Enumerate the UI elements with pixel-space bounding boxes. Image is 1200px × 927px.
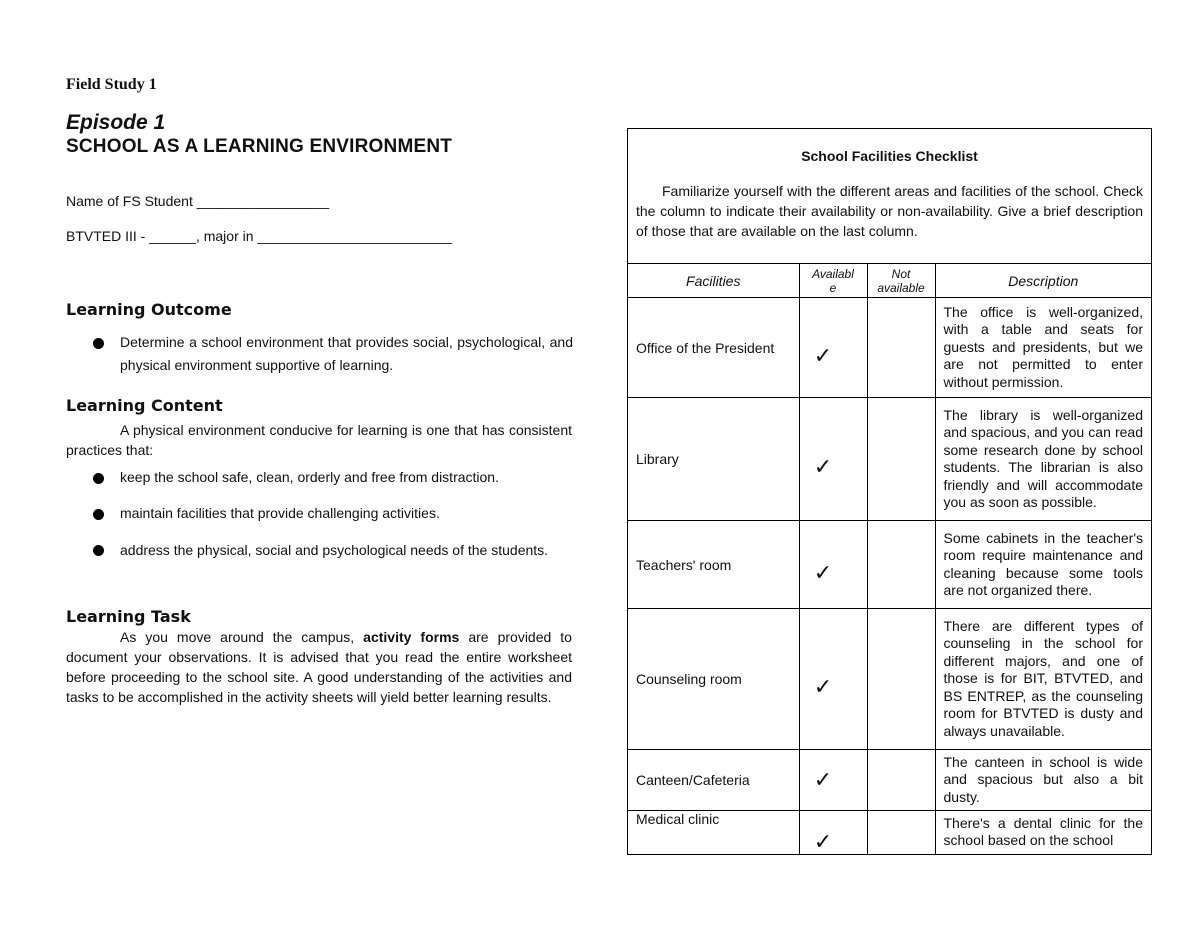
- checklist-header: [628, 129, 1151, 264]
- facility-name: Library: [628, 398, 799, 521]
- year-blank[interactable]: ______: [149, 228, 196, 244]
- not-available-cell[interactable]: [867, 398, 935, 521]
- checklist-title: School Facilities Checklist: [801, 148, 978, 164]
- facility-description: There's a dental clinic for the school based on the school: [935, 811, 1151, 854]
- content-bullet: [93, 466, 573, 489]
- check-mark-icon: ✓: [813, 559, 833, 585]
- bullet-dot-icon: [93, 338, 104, 349]
- learning-content-heading: Learning Content: [66, 396, 223, 415]
- task-text-bold: activity forms: [363, 629, 460, 645]
- field-study-label: Field Study 1: [66, 76, 157, 93]
- check-mark-icon: ✓: [813, 767, 833, 792]
- learning-content-intro: A physical environment conducive for learning is one that has consistent practices that:: [66, 422, 572, 458]
- student-name-line: [66, 193, 329, 209]
- outcome-bullet: [93, 331, 573, 377]
- table-row: [628, 750, 1151, 811]
- check-mark-icon: ✓: [813, 454, 833, 479]
- facility-name: Office of the President: [628, 298, 799, 398]
- content-bullet: [93, 502, 573, 525]
- available-cell[interactable]: [799, 811, 867, 854]
- checklist-instructions: Familiarize yourself with the different areas and facilities of the school. Check the column to indicate their availability or non-availability. Give a brief description of those that are available on the last column.: [636, 183, 1143, 239]
- course-line: [66, 228, 452, 244]
- major-blank[interactable]: _________________________: [257, 228, 453, 244]
- not-available-cell[interactable]: [867, 298, 935, 398]
- check-mark-icon: ✓: [813, 342, 833, 368]
- task-text-end: are provided to document your observations. It is advised that you read the entire worksheet before proceeding to the school site. A good understanding of the activities and tasks to be accomplished in the activity sheets will yield better learning results.: [66, 629, 572, 705]
- facility-name: Teachers' room: [628, 521, 799, 609]
- column-header-description: Description: [935, 264, 1151, 298]
- available-cell[interactable]: [799, 521, 867, 609]
- facility-description: The canteen in school is wide and spacious but also a bit dusty.: [935, 750, 1151, 811]
- available-cell[interactable]: [799, 298, 867, 398]
- available-cell[interactable]: [799, 398, 867, 521]
- task-text-start: As you move around the campus,: [120, 629, 364, 645]
- table-row: [628, 521, 1151, 609]
- student-name-label: Name of FS Student: [66, 193, 193, 209]
- table-row: [628, 398, 1151, 521]
- facility-name: Medical clinic: [628, 811, 799, 854]
- content-bullet: [93, 538, 573, 563]
- content-bullet-text: keep the school safe, clean, orderly and free from distraction.: [120, 469, 499, 485]
- not-available-cell[interactable]: [867, 750, 935, 811]
- not-available-cell[interactable]: [867, 609, 935, 750]
- bullet-dot-icon: [93, 509, 104, 520]
- learning-task-heading: Learning Task: [66, 607, 191, 626]
- course-prefix: BTVTED III -: [66, 228, 150, 244]
- check-mark-icon: ✓: [813, 829, 833, 855]
- content-bullet-text: maintain facilities that provide challenging activities.: [120, 505, 440, 521]
- facilities-table: [628, 264, 1151, 854]
- content-bullet-text: address the physical, social and psychological needs of the students.: [120, 542, 549, 558]
- facility-name: Canteen/Cafeteria: [628, 750, 799, 811]
- available-cell[interactable]: [799, 750, 867, 811]
- facility-description: The office is well-organized, with a table and seats for guests and presidents, but we are not permitted to enter without permission.: [935, 298, 1151, 398]
- episode-title: Episode 1: [66, 111, 166, 134]
- column-header-not-available: Not available: [867, 264, 935, 298]
- column-header-available: Availabl e: [799, 264, 867, 298]
- outcome-bullet-text: Determine a school environment that provides social, psychological, and physical environment supportive of learning.: [120, 334, 573, 373]
- not-available-cell[interactable]: [867, 521, 935, 609]
- column-header-facilities: Facilities: [628, 264, 799, 298]
- table-row: [628, 811, 1151, 854]
- table-row: [628, 609, 1151, 750]
- page-title: SCHOOL AS A LEARNING ENVIRONMENT: [66, 136, 453, 157]
- facility-name: Counseling room: [628, 609, 799, 750]
- available-cell[interactable]: [799, 609, 867, 750]
- check-mark-icon: ✓: [813, 674, 833, 699]
- not-available-cell[interactable]: [867, 811, 935, 854]
- facility-description: There are different types of counseling in the school for different majors, and one of those is for BIT, BTVTED, and BS ENTREP, as the counseling room for BTVTED is dusty and always unavailable.: [935, 609, 1151, 750]
- learning-outcome-heading: Learning Outcome: [66, 300, 232, 319]
- bullet-dot-icon: [93, 545, 104, 556]
- student-name-blank[interactable]: _________________: [196, 193, 330, 209]
- learning-task-text: [66, 627, 572, 707]
- table-row: [628, 298, 1151, 398]
- table-header-row: [628, 264, 1151, 298]
- facility-description: The library is well-organized and spacious, and you can read some research done by school students. The librarian is also friendly and will accommodate you as soon as possible.: [935, 398, 1151, 521]
- bullet-dot-icon: [93, 473, 104, 484]
- major-label: , major in: [195, 228, 258, 244]
- facility-description: Some cabinets in the teacher's room require maintenance and cleaning because some tools are not organized there.: [935, 521, 1151, 609]
- facilities-checklist: [627, 128, 1152, 855]
